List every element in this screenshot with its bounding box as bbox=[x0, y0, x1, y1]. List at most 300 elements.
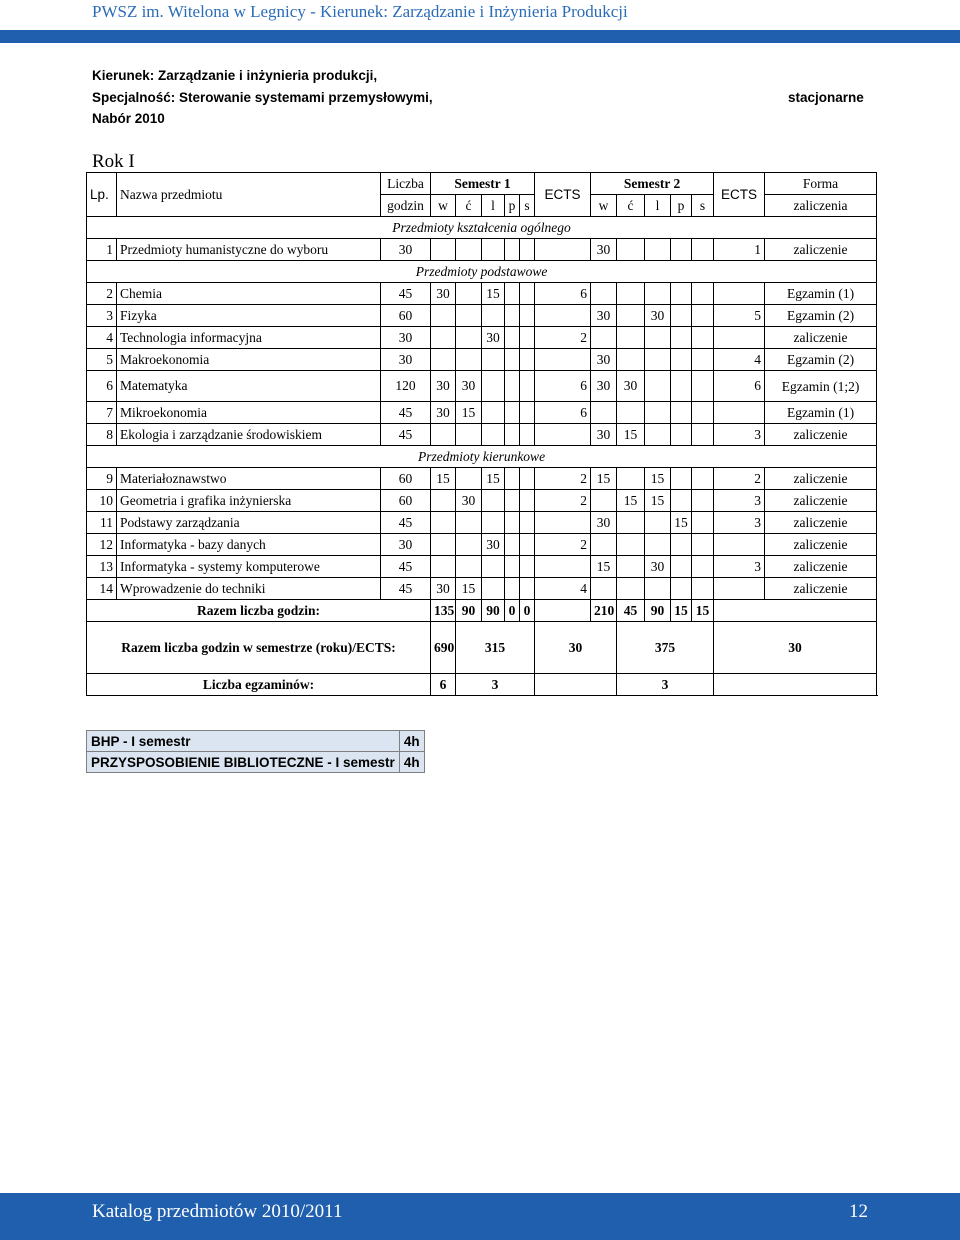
table-cell bbox=[482, 578, 505, 600]
totals-hours-row bbox=[87, 600, 877, 622]
table-cell: 6 bbox=[87, 371, 117, 402]
table-cell: 60 bbox=[381, 305, 431, 327]
course-name: Matematyka bbox=[117, 371, 381, 402]
table-cell: 15 bbox=[645, 490, 671, 512]
totals-hours-value: 90 bbox=[482, 600, 505, 622]
totals-hours-value: 45 bbox=[617, 600, 645, 622]
table-cell: 5 bbox=[714, 305, 765, 327]
table-cell: 2 bbox=[535, 490, 591, 512]
table-cell: 1 bbox=[87, 239, 117, 261]
table-cell bbox=[505, 239, 520, 261]
page-header bbox=[0, 0, 960, 28]
section-title: Przedmioty kształcenia ogólnego bbox=[87, 217, 877, 239]
table-cell: 30 bbox=[591, 305, 617, 327]
table-cell: 30 bbox=[591, 512, 617, 534]
col-s2-c: ć bbox=[617, 195, 645, 217]
table-cell bbox=[591, 534, 617, 556]
table-cell: 2 bbox=[535, 534, 591, 556]
table-cell: 15 bbox=[591, 468, 617, 490]
table-row bbox=[87, 283, 877, 305]
table-cell bbox=[671, 283, 692, 305]
totals-semester-label: Razem liczba godzin w semestrze (roku)/ECTS: bbox=[87, 622, 431, 674]
table-cell bbox=[714, 674, 877, 696]
course-name: Podstawy zarządzania bbox=[117, 512, 381, 534]
table-cell: 8 bbox=[87, 424, 117, 446]
table-cell: 4 bbox=[714, 349, 765, 371]
table-cell bbox=[431, 305, 456, 327]
table-cell: 7 bbox=[87, 402, 117, 424]
table-cell bbox=[714, 600, 877, 622]
table-cell bbox=[591, 283, 617, 305]
table-cell bbox=[617, 305, 645, 327]
table-cell: 6 bbox=[535, 402, 591, 424]
table-cell: 30 bbox=[381, 534, 431, 556]
col-s2-w: w bbox=[591, 195, 617, 217]
table-cell bbox=[645, 349, 671, 371]
table-cell: 15 bbox=[482, 283, 505, 305]
table-cell bbox=[431, 327, 456, 349]
table-cell bbox=[505, 490, 520, 512]
table-cell bbox=[692, 556, 714, 578]
table-cell bbox=[505, 327, 520, 349]
table-cell: 60 bbox=[381, 468, 431, 490]
assessment-form: zaliczenie bbox=[765, 327, 877, 349]
table-cell: 2 bbox=[87, 283, 117, 305]
table-cell bbox=[645, 534, 671, 556]
table-cell bbox=[714, 534, 765, 556]
program-line: Kierunek: Zarządzanie i inżynieria produkcji, bbox=[92, 68, 378, 83]
table-cell: 5 bbox=[87, 349, 117, 371]
table-cell bbox=[456, 283, 482, 305]
table-cell bbox=[482, 424, 505, 446]
table-cell: 6 bbox=[714, 371, 765, 402]
table-cell bbox=[671, 327, 692, 349]
totals-exams-row bbox=[87, 674, 877, 696]
table-cell bbox=[520, 371, 535, 402]
curriculum-table bbox=[86, 172, 877, 696]
table-cell bbox=[671, 239, 692, 261]
table-cell: 3 bbox=[714, 512, 765, 534]
table-cell bbox=[617, 512, 645, 534]
table-cell bbox=[520, 349, 535, 371]
table-cell: 15 bbox=[617, 424, 645, 446]
section-title: Przedmioty kierunkowe bbox=[87, 446, 877, 468]
extra-courses-box bbox=[86, 730, 425, 773]
assessment-form: zaliczenie bbox=[765, 424, 877, 446]
table-cell bbox=[456, 468, 482, 490]
semester-2-hours: 375 bbox=[617, 622, 714, 674]
table-cell bbox=[714, 402, 765, 424]
specialty-line: Specjalność: Sterowanie systemami przemysłowymi, bbox=[92, 90, 433, 105]
table-cell bbox=[645, 402, 671, 424]
table-cell bbox=[505, 556, 520, 578]
table-cell: 3 bbox=[714, 490, 765, 512]
table-cell bbox=[505, 371, 520, 402]
table-cell bbox=[692, 349, 714, 371]
col-ects-2: ECTS bbox=[714, 173, 765, 217]
table-cell: 15 bbox=[591, 556, 617, 578]
table-cell bbox=[671, 371, 692, 402]
exams-semester-2: 3 bbox=[617, 674, 714, 696]
table-cell: 120 bbox=[381, 371, 431, 402]
table-cell bbox=[617, 402, 645, 424]
table-cell bbox=[714, 578, 765, 600]
table-row bbox=[87, 305, 877, 327]
table-cell: 30 bbox=[431, 578, 456, 600]
col-s2-p: p bbox=[671, 195, 692, 217]
course-name: Geometria i grafika inżynierska bbox=[117, 490, 381, 512]
table-cell: 30 bbox=[456, 490, 482, 512]
totals-hours-value: 0 bbox=[505, 600, 520, 622]
table-cell: 45 bbox=[381, 578, 431, 600]
course-name: Technologia informacyjna bbox=[117, 327, 381, 349]
table-cell bbox=[692, 512, 714, 534]
table-cell bbox=[482, 371, 505, 402]
table-cell bbox=[617, 283, 645, 305]
course-name: Ekologia i zarządzanie środowiskiem bbox=[117, 424, 381, 446]
table-cell: 2 bbox=[535, 468, 591, 490]
table-cell: 30 bbox=[431, 371, 456, 402]
course-name: Mikroekonomia bbox=[117, 402, 381, 424]
table-cell: 3 bbox=[714, 556, 765, 578]
table-cell: 2 bbox=[535, 327, 591, 349]
table-cell bbox=[617, 578, 645, 600]
totals-hours-value: 90 bbox=[456, 600, 482, 622]
table-cell: 30 bbox=[381, 349, 431, 371]
course-name: Chemia bbox=[117, 283, 381, 305]
table-cell bbox=[692, 371, 714, 402]
table-cell: 2 bbox=[714, 468, 765, 490]
table-cell: 15 bbox=[431, 468, 456, 490]
table-cell: 30 bbox=[456, 371, 482, 402]
table-cell: 15 bbox=[456, 578, 482, 600]
col-s1-s: s bbox=[520, 195, 535, 217]
table-cell bbox=[671, 578, 692, 600]
table-cell bbox=[505, 512, 520, 534]
table-cell bbox=[692, 305, 714, 327]
table-cell: 30 bbox=[645, 305, 671, 327]
table-cell: 30 bbox=[591, 239, 617, 261]
extra-label: PRZYSPOSOBIENIE BIBLIOTECZNE - I semestr bbox=[87, 752, 400, 773]
section-row bbox=[87, 217, 877, 239]
year-heading: Rok I bbox=[92, 151, 135, 172]
table-cell bbox=[520, 239, 535, 261]
table-row bbox=[87, 371, 877, 402]
col-s1-p: p bbox=[505, 195, 520, 217]
table-cell bbox=[431, 490, 456, 512]
table-cell: 30 bbox=[381, 239, 431, 261]
table-cell bbox=[671, 402, 692, 424]
table-cell bbox=[617, 468, 645, 490]
course-name: Informatyka - bazy danych bbox=[117, 534, 381, 556]
table-cell bbox=[456, 239, 482, 261]
table-cell bbox=[505, 534, 520, 556]
table-cell bbox=[505, 578, 520, 600]
table-cell bbox=[505, 305, 520, 327]
table-cell bbox=[535, 424, 591, 446]
col-zaliczenia: zaliczenia bbox=[765, 195, 877, 217]
semester-1-ects: 30 bbox=[535, 622, 617, 674]
table-cell: 30 bbox=[431, 283, 456, 305]
table-cell: 15 bbox=[617, 490, 645, 512]
extra-row bbox=[87, 752, 425, 773]
table-cell: 4 bbox=[535, 578, 591, 600]
table-cell: 6 bbox=[535, 283, 591, 305]
table-cell: 15 bbox=[456, 402, 482, 424]
col-semester-2: Semestr 2 bbox=[591, 173, 714, 195]
page-footer bbox=[0, 1193, 960, 1240]
table-cell bbox=[535, 512, 591, 534]
table-cell bbox=[482, 349, 505, 371]
table-cell bbox=[431, 556, 456, 578]
table-cell: 14 bbox=[87, 578, 117, 600]
course-name: Materiałoznawstwo bbox=[117, 468, 381, 490]
table-cell bbox=[482, 556, 505, 578]
header-row-1 bbox=[87, 173, 877, 195]
table-cell bbox=[520, 468, 535, 490]
table-cell bbox=[456, 534, 482, 556]
col-s2-l: l bbox=[645, 195, 671, 217]
course-name: Informatyka - systemy komputerowe bbox=[117, 556, 381, 578]
table-cell bbox=[617, 534, 645, 556]
table-cell bbox=[520, 283, 535, 305]
table-cell bbox=[645, 283, 671, 305]
table-cell: 15 bbox=[671, 512, 692, 534]
table-cell: 45 bbox=[381, 512, 431, 534]
table-cell bbox=[591, 578, 617, 600]
table-cell bbox=[520, 578, 535, 600]
table-cell bbox=[520, 534, 535, 556]
table-cell: 30 bbox=[591, 349, 617, 371]
table-cell bbox=[617, 327, 645, 349]
assessment-form: Egzamin (1) bbox=[765, 402, 877, 424]
table-cell bbox=[431, 534, 456, 556]
exams-total: 6 bbox=[431, 674, 456, 696]
table-cell bbox=[482, 490, 505, 512]
table-cell bbox=[456, 556, 482, 578]
course-name: Wprowadzenie do techniki bbox=[117, 578, 381, 600]
table-cell bbox=[482, 305, 505, 327]
table-cell bbox=[714, 283, 765, 305]
totals-hours-value: 135 bbox=[431, 600, 456, 622]
extra-row bbox=[87, 731, 425, 752]
table-cell bbox=[692, 534, 714, 556]
col-s1-l: l bbox=[482, 195, 505, 217]
table-cell bbox=[671, 556, 692, 578]
table-row bbox=[87, 556, 877, 578]
totals-semester-row bbox=[87, 622, 877, 674]
table-cell: 9 bbox=[87, 468, 117, 490]
table-row bbox=[87, 327, 877, 349]
table-cell bbox=[456, 424, 482, 446]
table-cell: 30 bbox=[617, 371, 645, 402]
table-cell bbox=[645, 327, 671, 349]
table-cell bbox=[617, 239, 645, 261]
table-cell bbox=[505, 424, 520, 446]
table-cell bbox=[591, 402, 617, 424]
table-cell bbox=[520, 556, 535, 578]
col-semester-1: Semestr 1 bbox=[431, 173, 535, 195]
totals-exams-label: Liczba egzaminów: bbox=[87, 674, 431, 696]
table-row bbox=[87, 402, 877, 424]
table-cell bbox=[520, 512, 535, 534]
table-cell bbox=[456, 327, 482, 349]
table-cell bbox=[431, 512, 456, 534]
table-cell: 45 bbox=[381, 556, 431, 578]
table-cell bbox=[535, 305, 591, 327]
exams-semester-1: 3 bbox=[456, 674, 535, 696]
course-name: Przedmioty humanistyczne do wyboru bbox=[117, 239, 381, 261]
table-row bbox=[87, 349, 877, 371]
table-cell bbox=[456, 349, 482, 371]
col-godzin: godzin bbox=[381, 195, 431, 217]
table-cell: 30 bbox=[645, 556, 671, 578]
table-cell bbox=[692, 402, 714, 424]
table-cell: 30 bbox=[591, 371, 617, 402]
table-cell: 45 bbox=[381, 283, 431, 305]
table-cell bbox=[482, 239, 505, 261]
table-row bbox=[87, 468, 877, 490]
totals-hours-value: 90 bbox=[645, 600, 671, 622]
assessment-form: zaliczenie bbox=[765, 534, 877, 556]
totals-hours-value bbox=[535, 600, 591, 622]
section-title: Przedmioty podstawowe bbox=[87, 261, 877, 283]
col-liczba: Liczba bbox=[381, 173, 431, 195]
semester-total: 690 bbox=[431, 622, 456, 674]
col-name: Nazwa przedmiotu bbox=[117, 173, 381, 217]
col-lp: Lp. bbox=[87, 173, 117, 217]
table-cell bbox=[535, 674, 617, 696]
col-s2-s: s bbox=[692, 195, 714, 217]
study-mode: stacjonarne bbox=[788, 90, 864, 105]
semester-2-ects: 30 bbox=[714, 622, 877, 674]
table-cell bbox=[645, 424, 671, 446]
table-cell bbox=[535, 349, 591, 371]
page-number: 12 bbox=[849, 1201, 868, 1222]
table-cell bbox=[714, 327, 765, 349]
table-cell bbox=[692, 239, 714, 261]
table-cell: 30 bbox=[381, 327, 431, 349]
table-cell bbox=[431, 349, 456, 371]
table-cell bbox=[645, 512, 671, 534]
table-cell: 13 bbox=[87, 556, 117, 578]
table-cell bbox=[617, 556, 645, 578]
assessment-form: zaliczenie bbox=[765, 578, 877, 600]
table-row bbox=[87, 534, 877, 556]
section-row bbox=[87, 261, 877, 283]
table-cell bbox=[482, 512, 505, 534]
table-cell bbox=[482, 402, 505, 424]
table-cell: 30 bbox=[431, 402, 456, 424]
table-cell bbox=[505, 349, 520, 371]
assessment-form: zaliczenie bbox=[765, 239, 877, 261]
table-cell: 30 bbox=[482, 327, 505, 349]
table-row bbox=[87, 239, 877, 261]
table-cell bbox=[505, 468, 520, 490]
intake-line: Nabór 2010 bbox=[92, 111, 165, 126]
table-cell bbox=[692, 283, 714, 305]
table-cell bbox=[692, 327, 714, 349]
table-cell bbox=[505, 283, 520, 305]
table-cell bbox=[671, 534, 692, 556]
table-cell: 12 bbox=[87, 534, 117, 556]
table-cell: 30 bbox=[482, 534, 505, 556]
totals-hours-value: 0 bbox=[520, 600, 535, 622]
table-cell bbox=[431, 239, 456, 261]
table-cell bbox=[617, 349, 645, 371]
totals-hours-value: 210 bbox=[591, 600, 617, 622]
table-cell bbox=[520, 424, 535, 446]
table-cell bbox=[520, 402, 535, 424]
table-cell: 10 bbox=[87, 490, 117, 512]
table-cell: 4 bbox=[87, 327, 117, 349]
totals-hours-value: 15 bbox=[692, 600, 714, 622]
totals-hours-label: Razem liczba godzin: bbox=[87, 600, 431, 622]
col-forma: Forma bbox=[765, 173, 877, 195]
extra-value: 4h bbox=[399, 731, 424, 752]
table-cell bbox=[645, 239, 671, 261]
table-cell: 3 bbox=[714, 424, 765, 446]
header-bar bbox=[0, 30, 960, 43]
table-cell bbox=[520, 305, 535, 327]
assessment-form: Egzamin (2) bbox=[765, 305, 877, 327]
assessment-form: zaliczenie bbox=[765, 556, 877, 578]
table-cell bbox=[692, 490, 714, 512]
table-cell: 45 bbox=[381, 424, 431, 446]
table-cell bbox=[505, 402, 520, 424]
table-cell bbox=[645, 371, 671, 402]
col-s1-w: w bbox=[431, 195, 456, 217]
table-cell bbox=[671, 490, 692, 512]
course-name: Fizyka bbox=[117, 305, 381, 327]
table-cell bbox=[591, 490, 617, 512]
col-s1-c: ć bbox=[456, 195, 482, 217]
assessment-form: Egzamin (1;2) bbox=[765, 371, 877, 402]
table-cell: 3 bbox=[87, 305, 117, 327]
assessment-form: zaliczenie bbox=[765, 468, 877, 490]
table-cell: 45 bbox=[381, 402, 431, 424]
header-title: PWSZ im. Witelona w Legnicy - Kierunek: Zarządzanie i Inżynieria Produkcji bbox=[92, 2, 628, 21]
table-row bbox=[87, 490, 877, 512]
table-row bbox=[87, 512, 877, 534]
table-cell: 11 bbox=[87, 512, 117, 534]
table-cell bbox=[520, 327, 535, 349]
assessment-form: zaliczenie bbox=[765, 512, 877, 534]
table-row bbox=[87, 424, 877, 446]
table-cell bbox=[671, 424, 692, 446]
table-cell bbox=[591, 327, 617, 349]
extra-label: BHP - I semestr bbox=[87, 731, 400, 752]
extra-value: 4h bbox=[399, 752, 424, 773]
table-cell bbox=[456, 305, 482, 327]
assessment-form: zaliczenie bbox=[765, 490, 877, 512]
totals-hours-value: 15 bbox=[671, 600, 692, 622]
course-name: Makroekonomia bbox=[117, 349, 381, 371]
table-cell bbox=[431, 424, 456, 446]
table-cell bbox=[535, 239, 591, 261]
semester-1-hours: 315 bbox=[456, 622, 535, 674]
table-cell: 1 bbox=[714, 239, 765, 261]
table-cell: 60 bbox=[381, 490, 431, 512]
table-cell bbox=[645, 578, 671, 600]
table-cell bbox=[535, 556, 591, 578]
table-cell bbox=[692, 468, 714, 490]
col-ects-1: ECTS bbox=[535, 173, 591, 217]
assessment-form: Egzamin (1) bbox=[765, 283, 877, 305]
table-cell bbox=[520, 490, 535, 512]
table-cell: 6 bbox=[535, 371, 591, 402]
table-cell: 15 bbox=[482, 468, 505, 490]
